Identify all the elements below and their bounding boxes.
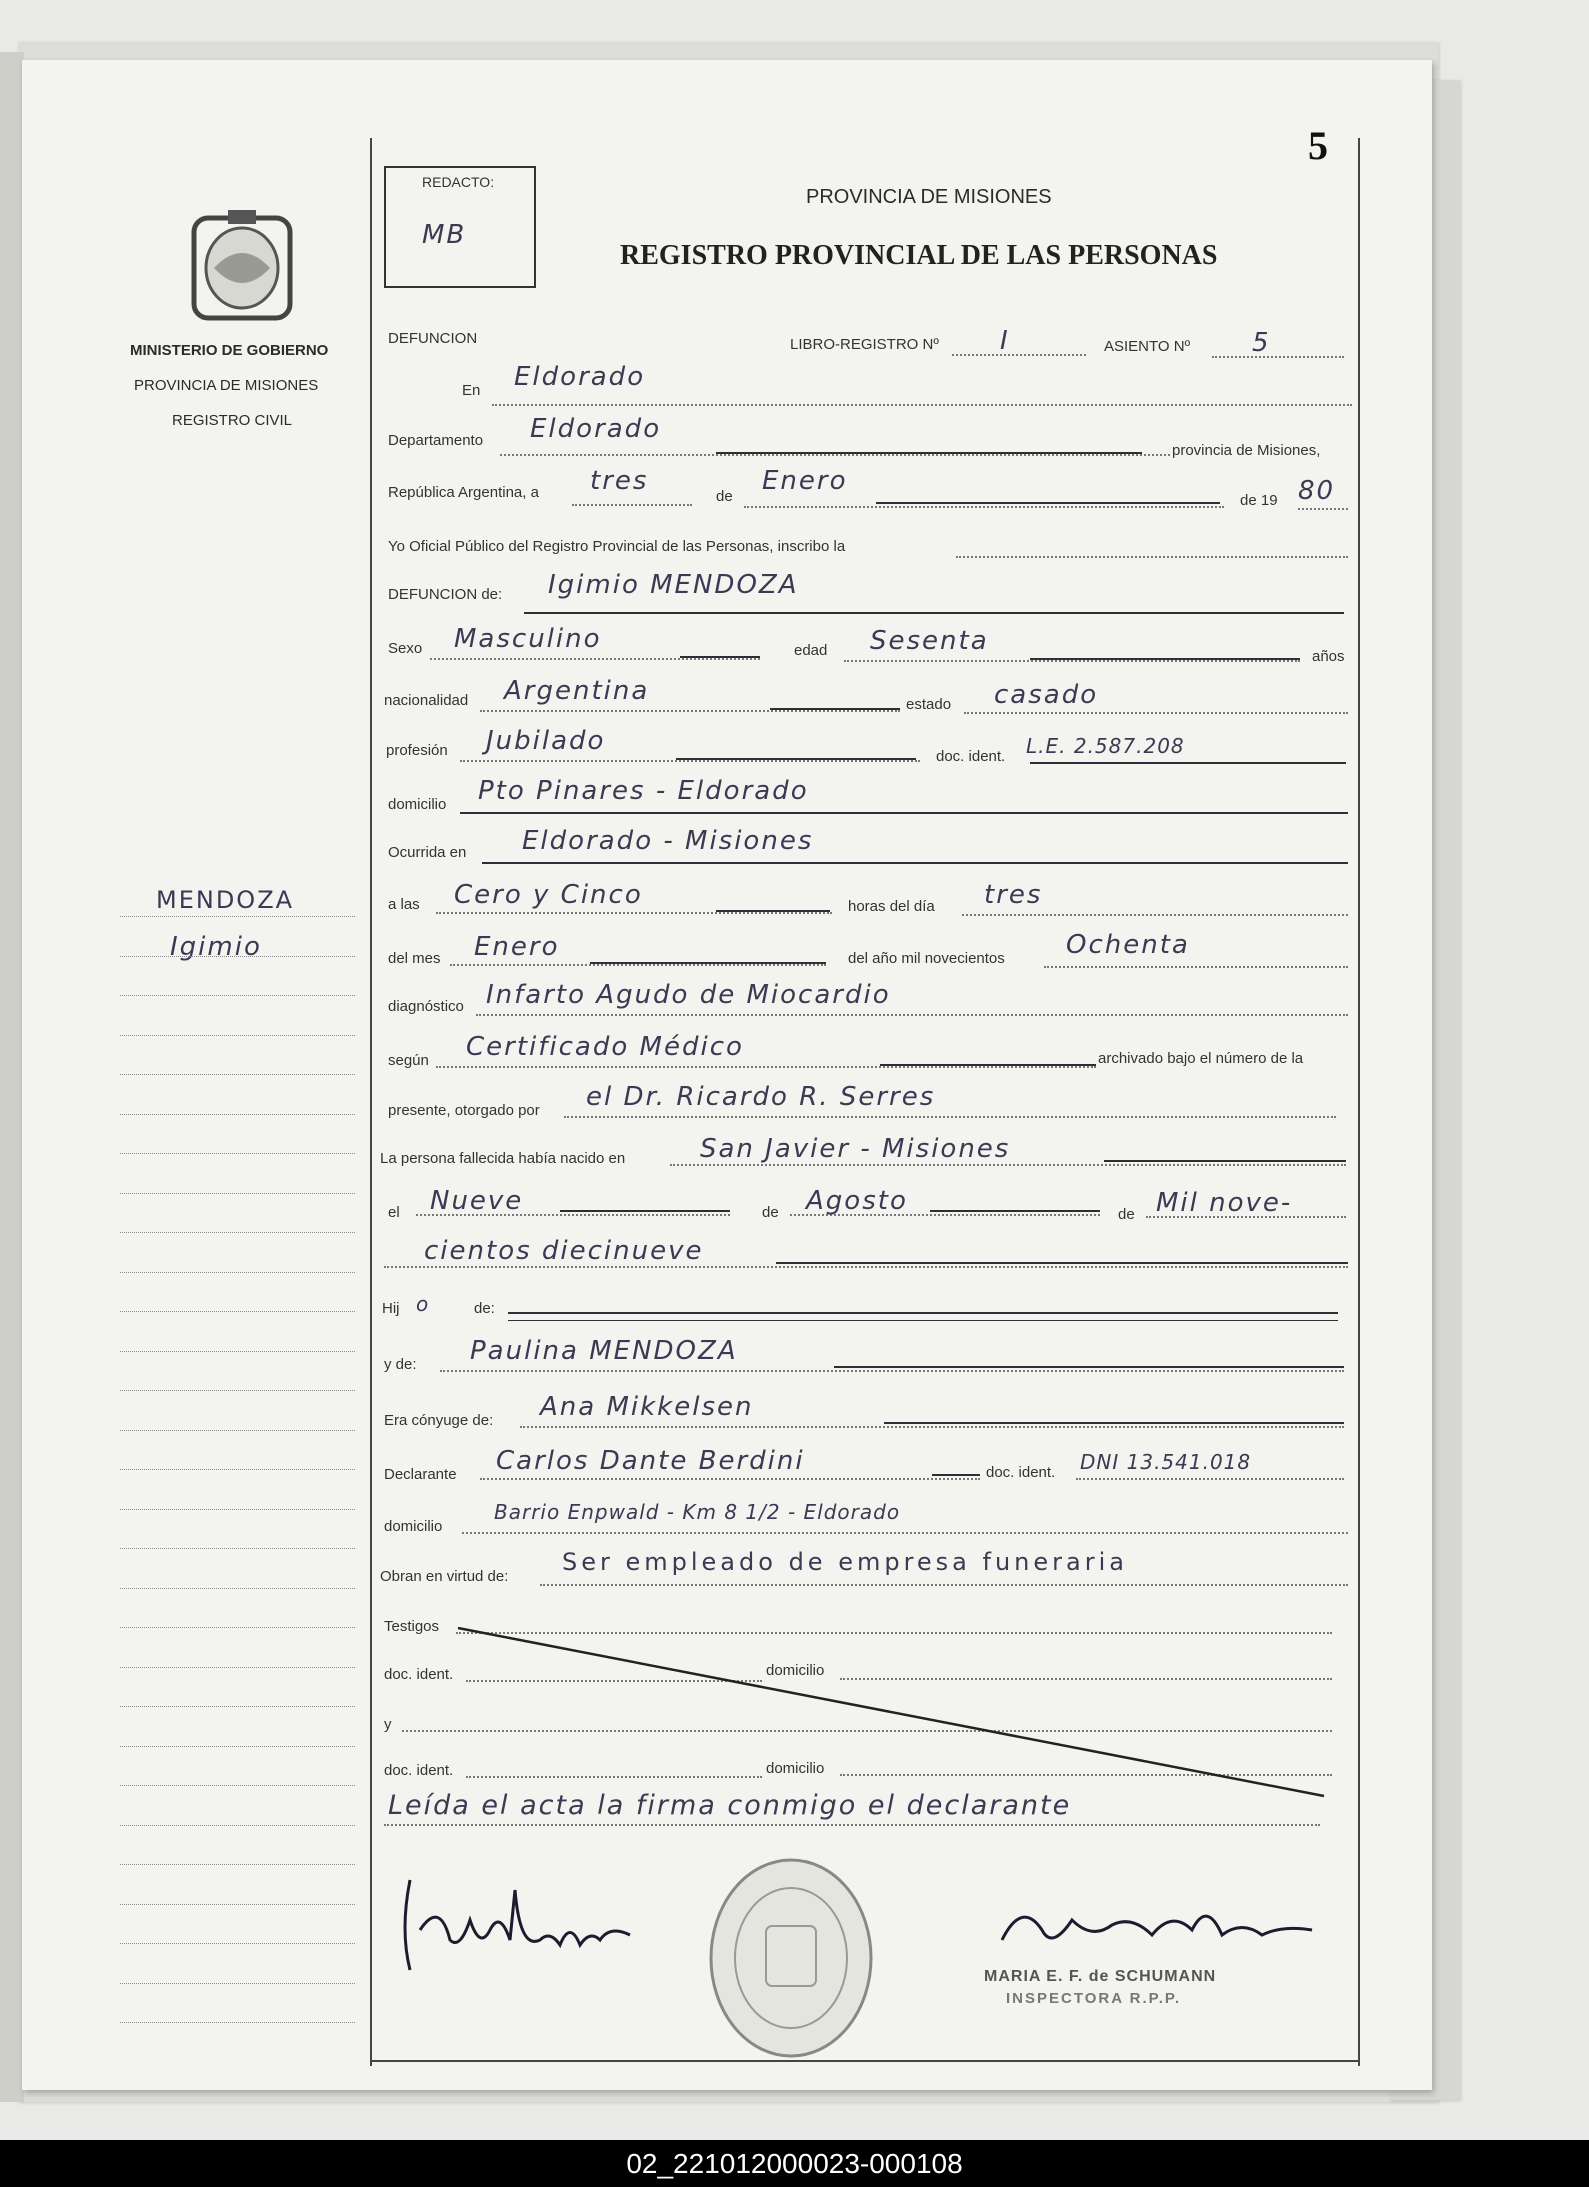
diagnostico-label: diagnóstico <box>388 998 464 1015</box>
testigo2-domicilio-label: domicilio <box>766 1760 825 1777</box>
oficial-text: Yo Oficial Público del Registro Provincial de las Personas, inscribo la <box>388 538 846 555</box>
provincia-suffix: provincia de Misiones, <box>1172 442 1321 459</box>
defuncion-de-value: Igimio MENDOZA <box>548 570 799 600</box>
anio-value: 80 <box>1298 476 1336 506</box>
de2-label: de <box>762 1204 779 1221</box>
obran-value: Ser empleado de empresa funeraria <box>562 1548 1128 1576</box>
segun-value: Certificado Médico <box>466 1032 744 1062</box>
hijo-de-label: de: <box>474 1300 495 1317</box>
del-anio-value: Ochenta <box>1066 930 1190 960</box>
doc-ident-value: L.E. 2.587.208 <box>1026 734 1185 758</box>
record-type: DEFUNCION <box>388 330 478 347</box>
del-anio-label: del año mil novecientos <box>848 950 1005 967</box>
diagnostico-value: Infarto Agudo de Miocardio <box>486 980 891 1010</box>
libro-label: LIBRO-REGISTRO Nº <box>790 336 939 353</box>
profesion-label: profesión <box>386 742 448 759</box>
domicilio-label: domicilio <box>388 796 447 813</box>
estado-label: estado <box>906 696 952 713</box>
testigos-label: Testigos <box>384 1618 440 1635</box>
segun-label: según <box>388 1052 429 1069</box>
declarante-doc-value: DNI 13.541.018 <box>1080 1450 1252 1474</box>
de-label: de <box>716 488 733 505</box>
redacto-label: REDACTO: <box>422 174 495 190</box>
departamento-value: Eldorado <box>530 414 662 444</box>
declarante-doc-label: doc. ident. <box>986 1464 1056 1481</box>
margin-surname: MENDOZA <box>156 886 295 914</box>
conyuge-label: Era cónyuge de: <box>384 1412 494 1429</box>
estado-value: casado <box>994 680 1099 710</box>
y-de-value: Paulina MENDOZA <box>470 1336 738 1366</box>
de3-label: de <box>1118 1206 1135 1223</box>
testigo1-doc-label: doc. ident. <box>384 1666 454 1683</box>
inspector-signature <box>992 1880 1332 1970</box>
archivado-label: archivado bajo el número de la <box>1098 1050 1304 1067</box>
header-province: PROVINCIA DE MISIONES <box>806 186 1052 208</box>
en-label: En <box>462 382 481 399</box>
nacimiento-cont-value: cientos diecinueve <box>424 1236 704 1266</box>
y-de-label: y de: <box>384 1356 417 1373</box>
page-title: REGISTRO PROVINCIAL DE LAS PERSONAS <box>620 240 1218 271</box>
republica-label: República Argentina, a <box>388 484 539 501</box>
presente-value: el Dr. Ricardo R. Serres <box>586 1082 936 1112</box>
image-id-footer: 02_221012000023-000108 <box>0 2140 1589 2187</box>
anios-label: años <box>1312 648 1345 665</box>
doc-ident-label: doc. ident. <box>936 748 1006 765</box>
edad-label: edad <box>794 642 828 659</box>
nacionalidad-value: Argentina <box>504 676 650 706</box>
a-las-label: a las <box>388 896 420 913</box>
nacido-value: San Javier - Misiones <box>700 1134 1011 1164</box>
profesion-value: Jubilado <box>486 726 606 756</box>
hijo-label: Hij <box>382 1300 400 1317</box>
declarante-domicilio-value: Barrio Enpwald - Km 8 1/2 - Eldorado <box>494 1500 901 1524</box>
sidebar-ministry: MINISTERIO DE GOBIERNO <box>130 342 329 359</box>
declarant-signature <box>390 1870 690 1980</box>
el-label: el <box>388 1204 400 1221</box>
declarante-domicilio-label: domicilio <box>384 1518 443 1535</box>
presente-label: presente, otorgado por <box>388 1102 540 1119</box>
el-value: Nueve <box>430 1186 524 1216</box>
mes-value: Enero <box>762 466 848 496</box>
page-number: 5 <box>1308 123 1328 168</box>
sexo-label: Sexo <box>388 640 423 657</box>
testigo2-doc-label: doc. ident. <box>384 1762 454 1779</box>
de3-value: Mil nove- <box>1156 1188 1293 1218</box>
del-mes-value: Enero <box>474 932 560 962</box>
declarante-value: Carlos Dante Berdini <box>496 1446 805 1476</box>
ocurrida-value: Eldorado - Misiones <box>522 826 814 856</box>
testigo1-domicilio-label: domicilio <box>766 1662 825 1679</box>
horas-label: horas del día <box>848 898 935 915</box>
defuncion-de-label: DEFUNCION de: <box>388 586 503 603</box>
sexo-value: Masculino <box>454 624 602 654</box>
en-value: Eldorado <box>514 362 646 392</box>
sidebar-registry: REGISTRO CIVIL <box>172 412 293 429</box>
inspector-name: MARIA E. F. de SCHUMANN <box>984 1968 1217 1985</box>
margin-given-name: Igimio <box>170 932 262 962</box>
redacto-value: MB <box>422 220 467 250</box>
testigo-y-label: y <box>384 1716 392 1733</box>
anio-label: de 19 <box>1240 492 1278 509</box>
asiento-value: 5 <box>1252 328 1271 358</box>
de2-value: Agosto <box>806 1186 908 1216</box>
asiento-label: ASIENTO Nº <box>1104 338 1191 355</box>
a-las-value: Cero y Cinco <box>454 880 643 910</box>
nacionalidad-label: nacionalidad <box>384 692 469 709</box>
departamento-label: Departamento <box>388 432 484 449</box>
edad-value: Sesenta <box>870 626 989 656</box>
declarante-label: Declarante <box>384 1466 457 1483</box>
hijo-value: o <box>416 1292 430 1316</box>
libro-value: I <box>1000 326 1010 356</box>
inspector-title: INSPECTORA R.P.P. <box>1006 1990 1182 2007</box>
horas-value: tres <box>984 880 1043 910</box>
leida-value: Leída el acta la firma conmigo el declarante <box>388 1790 1072 1821</box>
ocurrida-label: Ocurrida en <box>388 844 467 861</box>
domicilio-value: Pto Pinares - Eldorado <box>478 776 809 806</box>
obran-label: Obran en virtud de: <box>380 1568 509 1585</box>
sidebar-province: PROVINCIA DE MISIONES <box>134 377 319 394</box>
del-mes-label: del mes <box>388 950 441 967</box>
official-stamp <box>706 1856 876 2060</box>
conyuge-value: Ana Mikkelsen <box>540 1392 754 1422</box>
dia-value: tres <box>590 466 649 496</box>
nacido-label: La persona fallecida había nacido en <box>380 1150 626 1167</box>
